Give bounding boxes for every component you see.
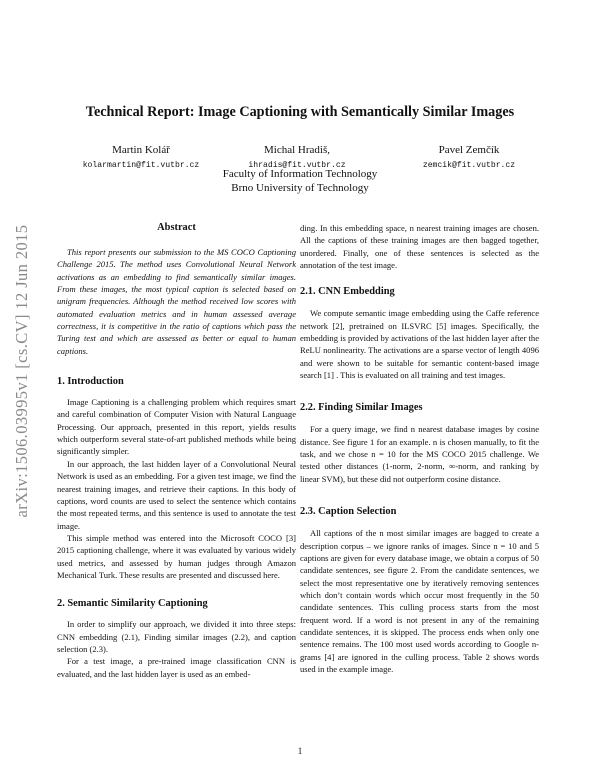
section-heading-introduction: 1. Introduction: [57, 376, 124, 388]
author-name: Martin Kolář: [112, 144, 170, 156]
affiliation-university: Brno University of Technology: [231, 182, 369, 194]
author-email: zemcik@fit.vutbr.cz: [422, 161, 516, 170]
author-3: [388, 144, 550, 170]
section-heading-cnn-embedding: 2.1. CNN Embedding: [300, 286, 395, 298]
intro-paragraph-3: This simple method was entered into the Microsoft COCO [3] 2015 captioning challenge, where it was evaluated by various widely used metrics, and assessed by human judges through Amazon Mechanical Turk. These results are presented and discussed here.: [57, 532, 296, 580]
page-number: 1: [297, 746, 303, 756]
abstract-text: This report presents our submission to the MS COCO Captioning Challenge 2015. The method uses Convolutional Neural Network activations as an embedding to find semantically similar images. From these images, the most typical caption is selected based on unigram frequencies. Although the method received low scores with automated evaluation metrics and in human assessed average correctness, it is competitive in the ratio of captions which pass the Turing test and which are assessed as better or equal to human captions.: [57, 247, 296, 356]
section-heading-semantic-similarity: 2. Semantic Similarity Captioning: [57, 598, 208, 610]
author-email: kolarmartin@fit.vutbr.cz: [82, 161, 200, 170]
section-heading-finding-similar-images: 2.2. Finding Similar Images: [300, 402, 423, 414]
affiliation-faculty: Faculty of Information Technology: [222, 168, 378, 180]
left-column: [57, 222, 296, 680]
author-2: [222, 144, 372, 170]
author-name: Pavel Zemčík: [438, 144, 500, 156]
abstract-heading: Abstract: [157, 222, 196, 233]
arxiv-stamp: [4, 206, 40, 536]
finding-paragraph: For a query image, we find n nearest database images by cosine distance. See figure 1 for an example. n is chosen manually, to fit the task, and we chose n = 10 for the MS COCO 2015 challenge. We tested other distances (1-norm, 2-norm, ∞-norm, and ranking by linear SVM), but these did not outperform cosine distance.: [300, 424, 539, 484]
semantic-paragraph-2-continued: ding. In this embedding space, n nearest training images are chosen. All the captions of these training images are then bagged together, unordered. Finally, one of these sentences is selected as the annotation of the test image.: [300, 223, 539, 271]
semantic-paragraph-1: In order to simplify our approach, we divided it into three steps: CNN embedding (2.1), Finding similar images (2.2), and caption selection (2.3).: [57, 619, 296, 654]
author-email: ihradis@fit.vutbr.cz: [248, 161, 346, 170]
intro-paragraph-1: Image Captioning is a challenging problem which requires smart and careful combination of Computer Vision with Natural Language Processing. Our approach, presented in this report, yields results which outperform several state-of-art published methods while being significantly simpler.: [57, 397, 296, 457]
author-name: Michal Hradiš,: [264, 144, 330, 156]
paper-title: Technical Report: Image Captioning with Semantically Similar Images: [85, 104, 515, 120]
right-column: [300, 222, 539, 675]
author-1: [56, 144, 226, 170]
section-heading-caption-selection: 2.3. Caption Selection: [300, 506, 397, 518]
arxiv-stamp-text: arXiv:1506.03995v1 [cs.CV] 12 Jun 2015: [12, 224, 31, 518]
semantic-paragraph-2: For a test image, a pre-trained image classification CNN is evaluated, and the last hidden layer is used as an embed-: [57, 656, 296, 679]
selection-paragraph: All captions of the n most similar images are bagged to create a description corpus – we ignore ranks of images. Since n = 10 and 5 captions are given for every database image, we obtain a corpus of 50 candidate sentences, see figure 2. From the candidate sentences, we select the most representative one by iteratively removing sentences which don’t contain words which occur most frequently in the 50 candidate sentences. This culling process starts from the most frequent word. If a word is not present in any of the remaining candidate sentences, it is skipped. The process ends when only one sentence remains. The 100 most used words according to Google n-grams [4] are ignored in the culling process. Table 2 shows words used in the example image.: [300, 528, 539, 674]
cnn-paragraph: We compute semantic image embedding using the Caffe reference network [2], pretrained on ILSVRC [5] images. Specifically, the embedding is provided by activations of the last hidden layer after the ReLU nonlinearity. The activations are a sparse vector of length 4096 and were shown to be suitable for semantic content-based image search [1] . This is evaluated on all training and test images.: [300, 308, 540, 381]
intro-paragraph-2: In our approach, the last hidden layer of a Convolutional Neural Network is used as an embedding. For a given test image, we find the nearest training images, and retrieve their captions. In this body of captions, word counts are used to select the sentence which contains the most repeated terms, and this sentence is used to annotate the test image.: [57, 458, 296, 531]
